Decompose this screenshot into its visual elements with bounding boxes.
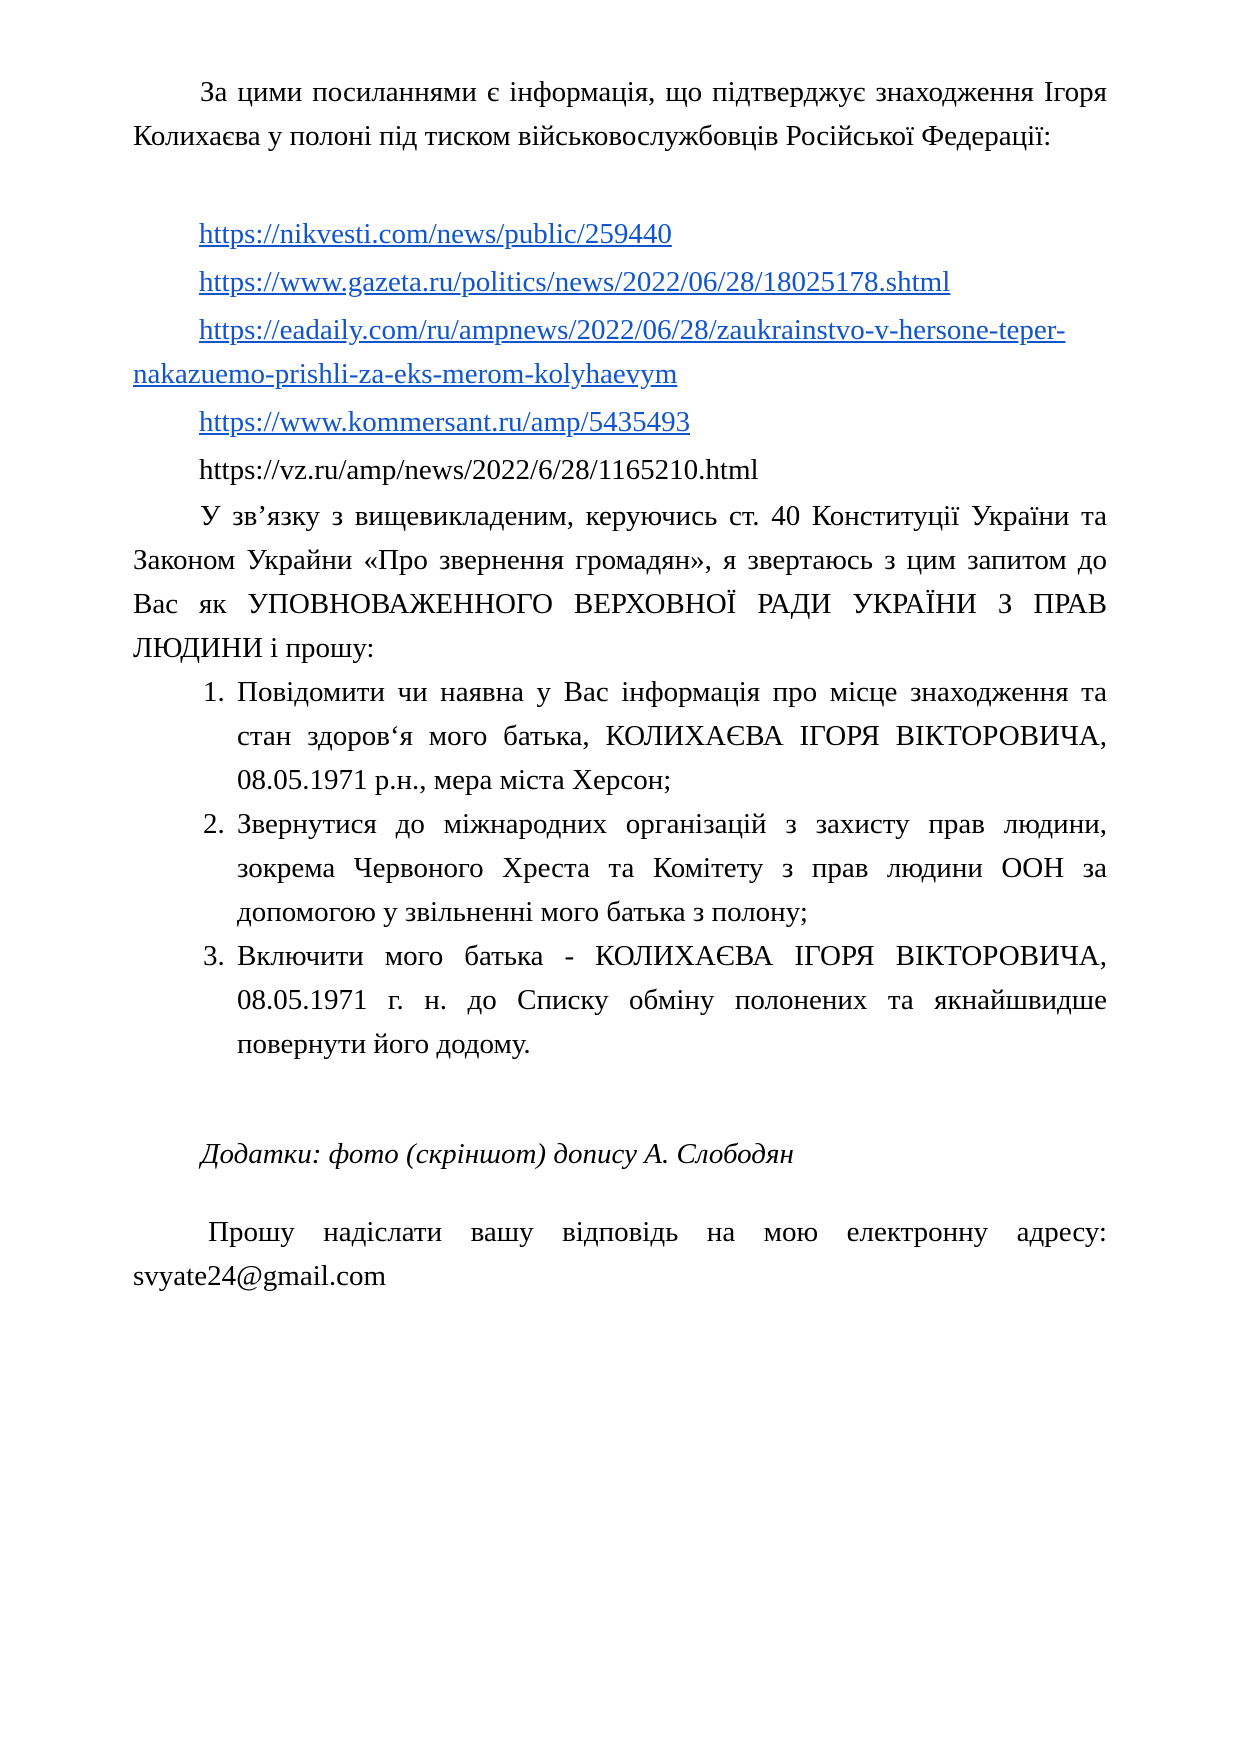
- link-eadaily[interactable]: https://eadaily.com/ru/ampnews/2022/06/28/zaukrainstvo-v-hersone-teper-nakazuemo-prishli-za-eks-merom-kolyhaevym: [133, 314, 1066, 390]
- link-paragraph-gazeta: [133, 260, 1107, 304]
- attachments-note: Додатки: фото (скріншот) допису А. Слободян: [201, 1138, 794, 1170]
- list-text-3: Включити мого батька - КОЛИХАЄВА ІГОРЯ ВІКТОРОВИЧА, 08.05.1971 г. н. до Списку обміну полонених та якнайшвидше повернути його додому.: [237, 940, 1107, 1060]
- list-number-3: 3.: [203, 940, 225, 972]
- plain-url-vz: https://vz.ru/amp/news/2022/6/28/1165210.html: [199, 454, 759, 486]
- list-item-1: [133, 670, 1107, 802]
- link-paragraph-nikvesti: [133, 212, 1107, 256]
- closing-paragraph: [133, 1210, 1107, 1298]
- links-block: [133, 212, 1107, 492]
- link-paragraph-eadaily: [133, 308, 1107, 396]
- list-number-2: 2.: [203, 808, 225, 840]
- list-text-2: Звернутися до міжнародних організацій з захисту прав людини, зокрема Червоного Хреста та Комітету з прав людини ООН за допомогою у звільненні мого батька з полону;: [237, 808, 1107, 928]
- list-text-1: Повідомити чи наявна у Вас інформація про місце знаходження та стан здоров‘я мого батька, КОЛИХАЄВА ІГОРЯ ВІКТОРОВИЧА, 08.05.1971 р.н., мера міста Херсон;: [237, 676, 1107, 796]
- link-kommersant[interactable]: https://www.kommersant.ru/amp/5435493: [199, 406, 691, 438]
- list-item-3: [133, 934, 1107, 1066]
- appeal-paragraph: У зв’язку з вищевикладеним, керуючись ст. 40 Конституції України та Законом Украйни «Про звернення громадян», я звертаюсь з цим запитом до Вас як УПОВНОВАЖЕННОГО ВЕРХОВНОЇ РАДИ УКРАЇНИ З ПРАВ ЛЮДИНИ і прошу:: [133, 500, 1107, 664]
- intro-paragraph: За цими посиланнями є інформація, що підтверджує знаходження Ігоря Колихаєва у полоні під тиском військовослужбовців Російської Федерації:: [133, 76, 1107, 152]
- link-paragraph-kommersant: [133, 400, 1107, 444]
- list-item-2: [133, 802, 1107, 934]
- list-number-1: 1.: [203, 676, 225, 708]
- demands-list: [133, 670, 1107, 1066]
- closing-email: svyate24@gmail.com: [133, 1260, 387, 1292]
- link-gazeta[interactable]: https://www.gazeta.ru/politics/news/2022/06/28/18025178.shtml: [199, 266, 951, 298]
- link-nikvesti[interactable]: https://nikvesti.com/news/public/259440: [199, 218, 672, 250]
- closing-text: Прошу надіслати вашу відповідь на мою електронну адресу:: [208, 1216, 1107, 1248]
